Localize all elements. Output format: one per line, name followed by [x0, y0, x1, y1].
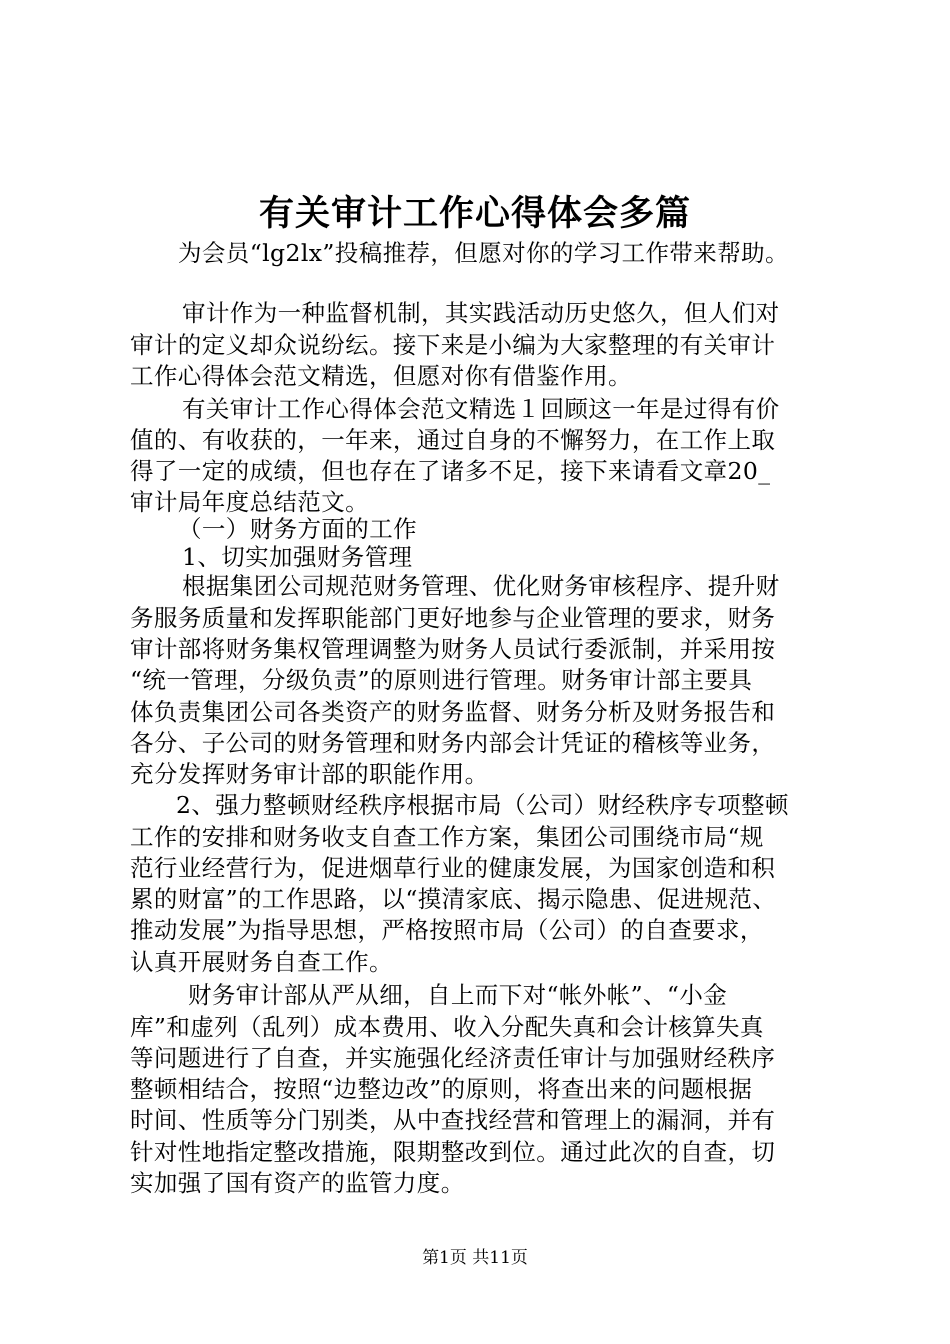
paragraph-line: 针对性地指定整改措施，限期整改到位。通过此次的自查，切 — [130, 1138, 776, 1166]
paragraph-line: 时间、性质等分门别类，从中查找经营和管理上的漏洞，并有 — [130, 1106, 776, 1134]
subsection-heading: 1、切实加强财务管理 — [182, 543, 413, 571]
paragraph-line: 务服务质量和发挥职能部门更好地参与企业管理的要求，财务 — [130, 604, 776, 632]
paragraph-line: “统一管理，分级负责”的原则进行管理。财务审计部主要具 — [130, 666, 753, 694]
intro-line: 为会员“lg2lx”投稿推荐，但愿对你的学习工作带来帮助。 — [178, 239, 789, 267]
paragraph-line: 推动发展”为指导思想，严格按照市局（公司）的自查要求， — [130, 916, 764, 944]
paragraph-line: 工作的安排和财务收支自查工作方案，集团公司围绕市局“规 — [130, 823, 764, 851]
paragraph-line: 认真开展财务自查工作。 — [130, 948, 393, 976]
paragraph-line: 等问题进行了自查，并实施强化经济责任审计与加强财经秩序 — [130, 1044, 776, 1072]
paragraph-line: 范行业经营行为，促进烟草行业的健康发展，为国家创造和积 — [130, 854, 776, 882]
page-number-footer: 第1页 共11页 — [422, 1248, 528, 1268]
paragraph-line: 充分发挥财务审计部的职能作用。 — [130, 760, 489, 788]
paragraph-line: 审计作为一种监督机制，其实践活动历史悠久，但人们对 — [182, 299, 780, 327]
paragraph-line: 有关审计工作心得体会范文精选１回顾这一年是过得有价 — [182, 395, 780, 423]
document-title: 有关审计工作心得体会多篇 — [258, 193, 691, 234]
paragraph-line: 累的财富”的工作思路，以“摸清家底、揭示隐患、促进规范、 — [130, 885, 777, 913]
section-heading: （一）财务方面的工作 — [178, 515, 417, 543]
paragraph-line: 得了一定的成绩，但也存在了诸多不足，接下来请看文章20_ — [130, 457, 771, 485]
paragraph-line: 审计局年度总结范文。 — [130, 488, 369, 516]
paragraph-line: 值的、有收获的，一年来，通过自身的不懈努力，在工作上取 — [130, 426, 776, 454]
paragraph-line: 审计部将财务集权管理调整为财务人员试行委派制，并采用按 — [130, 635, 776, 663]
paragraph-line: 工作心得体会范文精选，但愿对你有借鉴作用。 — [130, 362, 632, 390]
paragraph-line: 库”和虚列（乱列）成本费用、收入分配失真和会计核算失真 — [130, 1013, 764, 1041]
paragraph-line: 财务审计部从严从细，自上而下对“帐外帐”、“小金 — [188, 981, 728, 1009]
paragraph-line: 审计的定义却众说纷纭。接下来是小编为大家整理的有关审计 — [130, 331, 776, 359]
paragraph-line: 实加强了国有资产的监管力度。 — [130, 1169, 465, 1197]
paragraph-line: 2、强力整顿财经秩序根据市局（公司）财经秩序专项整顿 — [176, 791, 789, 819]
paragraph-line: 体负责集团公司各类资产的财务监督、财务分析及财务报告和 — [130, 698, 776, 726]
paragraph-line: 根据集团公司规范财务管理、优化财务审核程序、提升财 — [182, 572, 780, 600]
paragraph-line: 整顿相结合，按照“边整边改”的原则，将查出来的问题根据 — [130, 1075, 753, 1103]
paragraph-line: 各分、子公司的财务管理和财务内部会计凭证的稽核等业务， — [130, 729, 776, 757]
